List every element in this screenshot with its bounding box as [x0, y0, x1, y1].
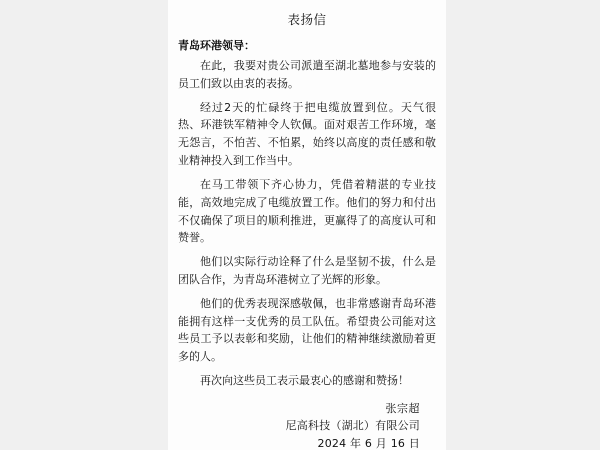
signature-date: 2024 年 6 月 16 日 [317, 437, 420, 451]
signature-block [178, 400, 436, 453]
body-paragraph: 他们以实际行动诠释了什么是坚韧不拔，什么是团队合作，为青岛环港树立了光辉的形象。 [178, 255, 436, 286]
right-margin-area [446, 0, 600, 450]
body-paragraph: 在此，我要对贵公司派遣至湖北墓地参与安装的员工们致以由衷的表扬。 [178, 59, 436, 90]
signature-company: 尼高科技（湖北）有限公司 [285, 419, 420, 433]
body-paragraph: 再次向这些员工表示最衷心的感谢和赞扬！ [200, 374, 409, 388]
signature-name: 张宗超 [385, 401, 420, 415]
salutation: 青岛环港领导： [178, 39, 255, 52]
letter-sheet [168, 0, 446, 450]
page-title: 表扬信 [287, 12, 327, 27]
left-margin-area [0, 0, 168, 450]
body-paragraph: 他们的优秀表现深感敬佩，也非常感谢青岛环港能拥有这样一支优秀的员工队伍。希望贵公司能对这些员工予以表彰和奖励，让他们的精神继续激励着更多的人。 [178, 296, 436, 364]
body-paragraph: 在马工带领下齐心协力，凭借着精湛的专业技能，高效地完成了电缆放置工作。他们的努力和付出不仅确保了项目的顺利推进，更赢得了的高度认可和赞誉。 [178, 177, 436, 245]
body-paragraph: 经过2天的忙碌终于把电缆放置到位。天气很热、环港铁军精神令人钦佩。面对艰苦工作环境，毫无怨言，不怕苦、不怕累，始终以高度的责任感和敬业精神投入到工作当中。 [178, 100, 436, 168]
